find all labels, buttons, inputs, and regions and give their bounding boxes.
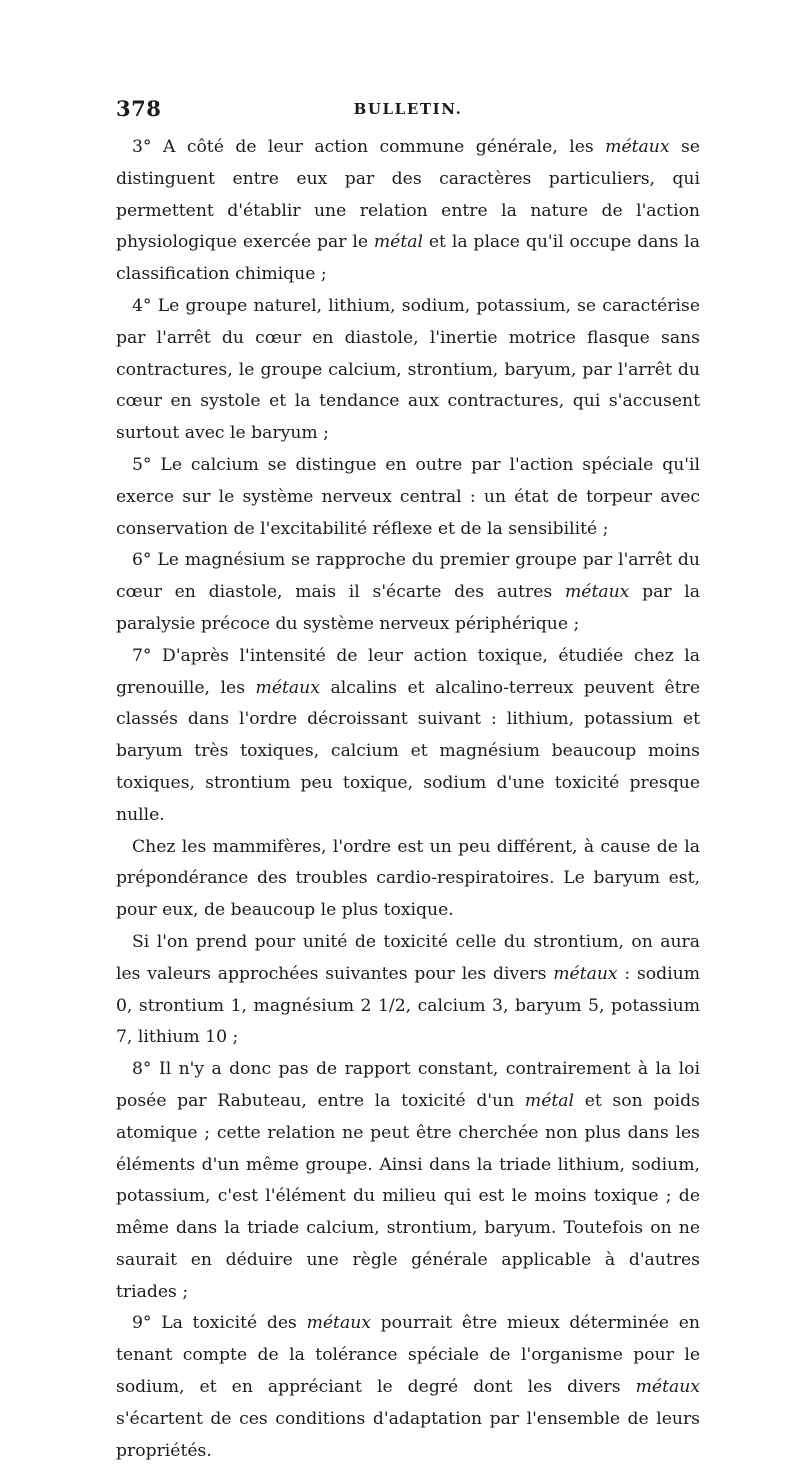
- paragraph-7: [116, 641, 700, 832]
- paragraph-5: [116, 450, 700, 545]
- text-run: 9° La toxicité des: [132, 1313, 307, 1334]
- paragraph-8: [116, 1054, 700, 1308]
- italic-term: métaux: [635, 1377, 700, 1398]
- text-run: et son poids atomique ; cette relation ne peut être cherchée non plus dans les éléments d'un même groupe. Ainsi dans la triade lithium, sodium, potassium, c'est l'élément du milieu qui est le moins toxique ; de même dans la triade calcium, strontium, baryum. Toutefois on ne saurait en déduire une règle générale applicable à d'autres triades ;: [116, 1090, 700, 1302]
- text-run: : sodium 0, strontium 1, magnésium 2 1/2, calcium 3, baryum 5, potassium 7, lithium 10 ;: [116, 963, 700, 1048]
- text-run: s'écartent de ces conditions d'adaptation par l'ensemble de leurs propriétés.: [116, 1408, 700, 1461]
- running-head: BULLETIN.: [353, 100, 463, 118]
- italic-term: métaux: [605, 137, 670, 157]
- text-run: Chez les mammifères, l'ordre est un peu différent, à cause de la prépondérance des troubles cardio-respiratoires. Le baryum est, pour eux, de beaucoup le plus toxique.: [116, 836, 700, 921]
- document-page: [116, 96, 700, 1467]
- paragraph-4: [116, 291, 700, 450]
- italic-term: métaux: [255, 677, 320, 698]
- italic-term: métal: [524, 1090, 575, 1111]
- page-number: 378: [116, 96, 162, 121]
- paragraph-mammiferes: [116, 832, 700, 927]
- body-text: [116, 132, 700, 1467]
- page-header: [116, 96, 700, 120]
- text-run: par la paralysie précoce du système nerveux périphérique ;: [116, 582, 700, 634]
- text-run: se distinguent entre eux par des caractères particuliers, qui permettent d'établir une relation entre la nature de l'action physiologique exercée par le: [116, 137, 700, 253]
- paragraph-3: [116, 132, 700, 291]
- text-run: 3° A côté de leur action commune générale, les: [132, 137, 606, 157]
- text-run: alcalins et alcalino-terreux peuvent être classés dans l'ordre décroissant suivant : lithium, potassium et baryum très toxiques, calcium et magnésium beaucoup moins toxiques, strontium peu toxique, sodium d'une toxicité presque nulle.: [116, 677, 700, 825]
- italic-term: métaux: [553, 963, 618, 984]
- text-run: 7° D'après l'intensité de leur action toxique, étudiée chez la grenouille, les: [116, 645, 700, 698]
- text-run: Si l'on prend pour unité de toxicité celle du strontium, on aura les valeurs approchées suivantes pour les divers: [116, 931, 700, 984]
- italic-term: métaux: [306, 1313, 371, 1334]
- text-run: 4° Le groupe naturel, lithium, sodium, potassium, se caractérise par l'arrêt du cœur en diastole, l'inertie motrice flasque sans contractures, le groupe calcium, strontium, baryum, par l'arrêt du cœur en systole et la tendance aux contractures, qui s'accusent surtout avec le baryum ;: [116, 295, 700, 444]
- italic-term: métal: [373, 232, 423, 253]
- paragraph-9: [116, 1308, 700, 1467]
- text-run: et la place qu'il occupe dans la classification chimique ;: [116, 232, 700, 285]
- paragraph-6: [116, 545, 700, 640]
- italic-term: métaux: [564, 582, 630, 603]
- text-run: 8° Il n'y a donc pas de rapport constant, contrairement à la loi posée par Rabuteau, entre la toxicité d'un: [116, 1059, 700, 1111]
- text-run: pourrait être mieux déterminée en tenant compte de la tolérance spéciale de l'organisme pour le sodium, et en appréciant le degré dont les divers: [116, 1313, 701, 1398]
- text-run: 5° Le calcium se distingue en outre par l'action spéciale qu'il exerce sur le système nerveux central : un état de torpeur avec conservation de l'excitabilité réflexe et de la sensibilité ;: [116, 454, 700, 539]
- paragraph-unite-toxicite: [116, 927, 700, 1054]
- text-run: 6° Le magnésium se rapproche du premier groupe par l'arrêt du cœur en diastole, mais il s'écarte des autres: [116, 550, 700, 603]
